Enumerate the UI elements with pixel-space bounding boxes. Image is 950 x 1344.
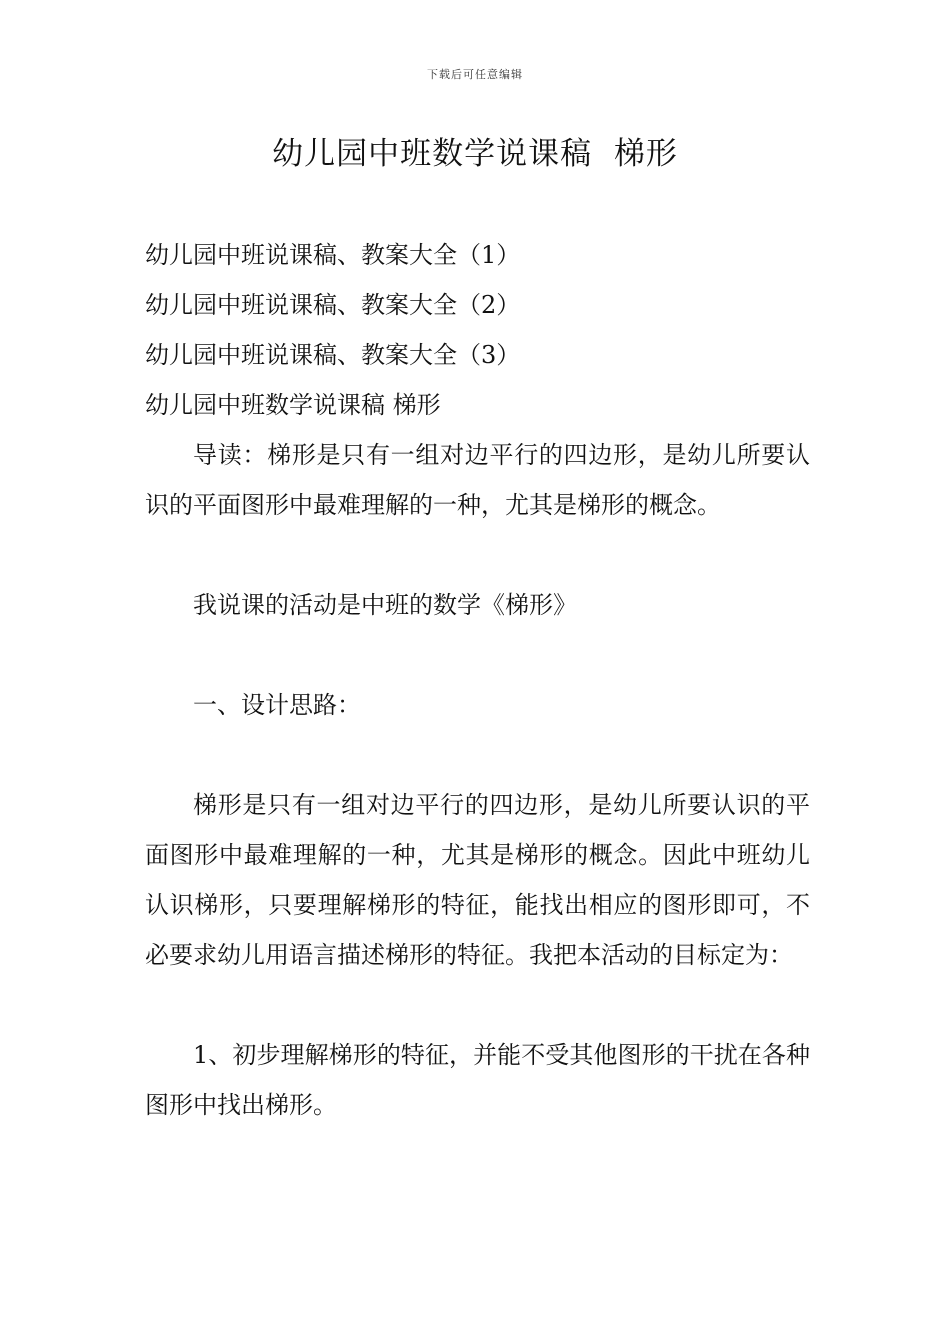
- toc-line-2: 幼儿园中班说课稿、教案大全（2）: [145, 291, 521, 319]
- toc-line-3: 幼儿园中班说课稿、教案大全（3）: [145, 341, 521, 369]
- paragraph-gap: [145, 730, 810, 780]
- activity-paragraph: 我说课的活动是中班的数学《梯形》: [193, 591, 577, 619]
- toc-line-1: 幼儿园中班说课稿、教案大全（1）: [145, 241, 521, 269]
- section-heading-design: 一、设计思路：: [193, 691, 361, 719]
- document-title: 幼儿园中班数学说课稿 梯形: [272, 136, 678, 172]
- goal-1-paragraph: 1、初步理解梯形的特征，并能不受其他图形的干扰在各种图形中找出梯形。: [145, 1041, 810, 1119]
- paragraph-gap: [145, 630, 810, 680]
- paragraph-gap: [145, 530, 810, 580]
- toc-line-4: 幼儿园中班数学说课稿 梯形: [145, 391, 441, 419]
- intro-paragraph: 导读：梯形是只有一组对边平行的四边形，是幼儿所要认识的平面图形中最难理解的一种，尤其是梯形的概念。: [145, 441, 810, 519]
- design-paragraph: 梯形是只有一组对边平行的四边形，是幼儿所要认识的平面图形中最难理解的一种，尤其是梯形的概念。因此中班幼儿认识梯形，只要理解梯形的特征，能找出相应的图形即可，不必要求幼儿用语言描述梯形的特征。我把本活动的目标定为：: [145, 791, 810, 969]
- paragraph-gap: [145, 980, 810, 1030]
- document-body: [145, 230, 810, 1130]
- header-note: 下载后可任意编辑: [427, 68, 523, 81]
